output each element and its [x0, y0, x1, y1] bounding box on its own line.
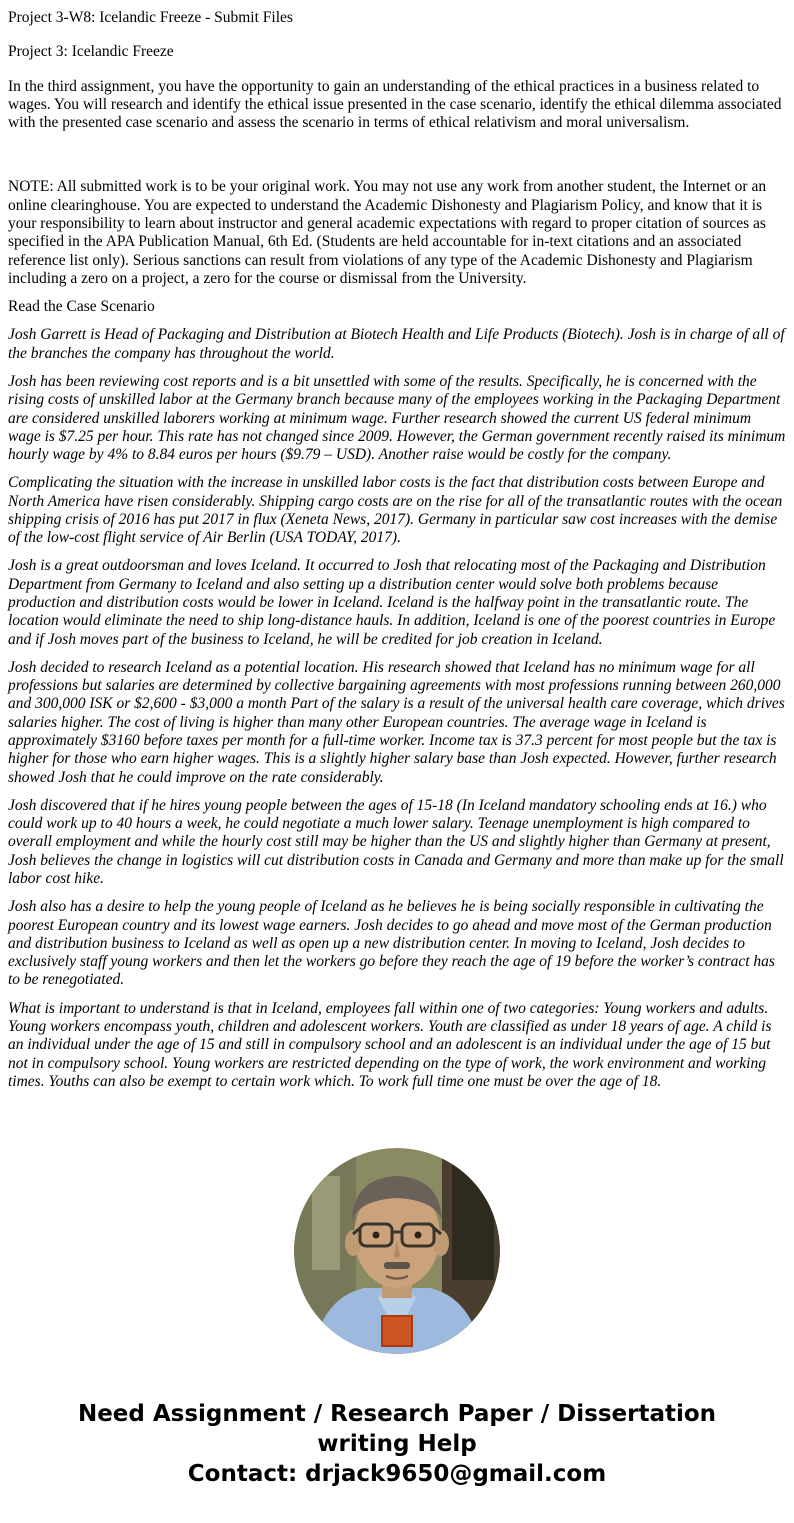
scenario-paragraph: Josh discovered that if he hires young people between the ages of 15-18 (In Iceland mandatory schooling ends at 16.) who could work up to 40 hours a week, he could negotiate a much lower salary. Teenage unemployment is high compared to overall employment and while the hourly cost still may be higher than the US and slightly higher than Germany at present, Josh believes the change in logistics will cut distribution costs in Canada and Germany and more than make up for the small labor cost hike.	[8, 796, 784, 887]
intro-paragraph: In the third assignment, you have the opportunity to gain an understanding of the ethical practices in a business related to wages. You will research and identify the ethical issue presented in the case scenario, identify the ethical dilemma associated with the presented case scenario and assess the scenario in terms of ethical relativism and moral universalism.	[8, 77, 782, 132]
footer-help-line: Need Assignment / Research Paper / Dissertation writing Help	[77, 1401, 717, 1457]
read-case-label: Read the Case Scenario	[8, 298, 155, 316]
scenario-paragraph: Josh is a great outdoorsman and loves Iceland. It occurred to Josh that relocating most of the Packaging and Distribution Department from Germany to Iceland and also setting up a distribution center would solve both problems because production and distribution costs would be lower in Iceland. Iceland is the halfway point in the transatlantic route. The location would eliminate the need to ship long-distance hauls. In addition, Iceland is one of the poorest countries in Europe and if Josh moves part of the business to Iceland, he will be credited for job creation in Iceland.	[8, 557, 776, 648]
page-title: Project 3-W8: Icelandic Freeze - Submit Files	[8, 9, 293, 26]
scenario-paragraph: Josh decided to research Iceland as a potential location. His research showed that Iceland has no minimum wage for all professions but salaries are determined by collective bargaining agreements with most professions running between 260,000 and 300,000 ISK or $2,600 - $3,000 a month Part of the salary is a result of the universal health care coverage, which drives salaries higher. The cost of living is higher than many other European countries. The average wage in Iceland is approximately $3160 before taxes per month for a full-time worker. Income tax is 37.3 percent for most people but the tax is higher for those who earn higher wages. This is a slightly higher salary base than Josh expected. However, further research showed Josh that he could improve on the rate considerably.	[8, 658, 785, 786]
scenario-paragraph: Josh also has a desire to help the young people of Iceland as he believes he is being socially responsible in cultivating the poorest European country and its lowest wage earners. Josh decides to go ahead and move most of the German production and distribution business to Iceland as well as open up a new distribution center. In moving to Iceland, Josh decides to exclusively staff young workers and then let the workers go before they reach the age of 19 before the worker’s contract has to be renegotiated.	[8, 898, 775, 989]
footer-contact-email: Contact: drjack9650@gmail.com	[187, 1460, 607, 1487]
scenario-paragraph: Josh has been reviewing cost reports and is a bit unsettled with some of the results. Specifically, he is concerned with the rising costs of unskilled labor at the Germany branch because many of the employees working in the Packaging Department are considered unskilled laborers working at minimum wage. Further research showed the current US federal minimum wage is $7.25 per hour. This rate has not changed since 2009. However, the German government recently raised its minimum hourly wage by 4% to 8.84 euros per hours ($9.79 – USD). Another raise would be costly for the company.	[8, 372, 786, 464]
project-heading: Project 3: Icelandic Freeze	[8, 43, 174, 61]
tutor-portrait-illustration	[294, 1148, 500, 1354]
footer-ad	[47, 1400, 747, 1490]
note-paragraph: NOTE: All submitted work is to be your original work. You may not use any work from another student, the Internet or an online clearinghouse. You are expected to understand the Academic Dishonesty and Plagiarism Policy, and know that it is your responsibility to learn about instructor and general academic expectations with regard to proper citation of sources as specified in the APA Publication Manual, 6th Ed. (Students are held accountable for in-text citations and an associated reference list only). Serious sanctions can result from violations of any type of the Academic Dishonesty and Plagiarism including a zero on a project, a zero for the course or dismissal from the University.	[8, 178, 767, 287]
scenario-paragraph: Complicating the situation with the increase in unskilled labor costs is the fact that distribution costs between Europe and North America have risen considerably. Shipping cargo costs are on the rise for all of the transatlantic routes with the ocean shipping crisis of 2016 has put 2017 in flux (Xeneta News, 2017). Germany in particular saw cost increases with the demise of the low-cost flight service of Air Berlin (USA TODAY, 2017).	[8, 474, 783, 547]
case-scenario	[8, 326, 786, 1091]
scenario-paragraph: What is important to understand is that in Iceland, employees fall within one of two categories: Young workers and adults. Young workers encompass youth, children and adolescent workers. Youth are classified as under 18 years of age. A child is an individual under the age of 15 and still in compulsory school and an adolescent is an individual under the age of 15 but not in compulsory school. Young workers are restricted depending on the type of work, the work environment and working times. Youths can also be exempt to certain work which. To work full time one must be over the age of 18.	[8, 999, 772, 1090]
tutor-photo	[294, 1148, 500, 1354]
scenario-paragraph: Josh Garrett is Head of Packaging and Distribution at Biotech Health and Life Products (Biotech). Josh is in charge of all of the branches the company has throughout the world.	[8, 326, 785, 362]
avatar-section	[0, 1148, 794, 1354]
blank-spacer	[8, 142, 786, 178]
